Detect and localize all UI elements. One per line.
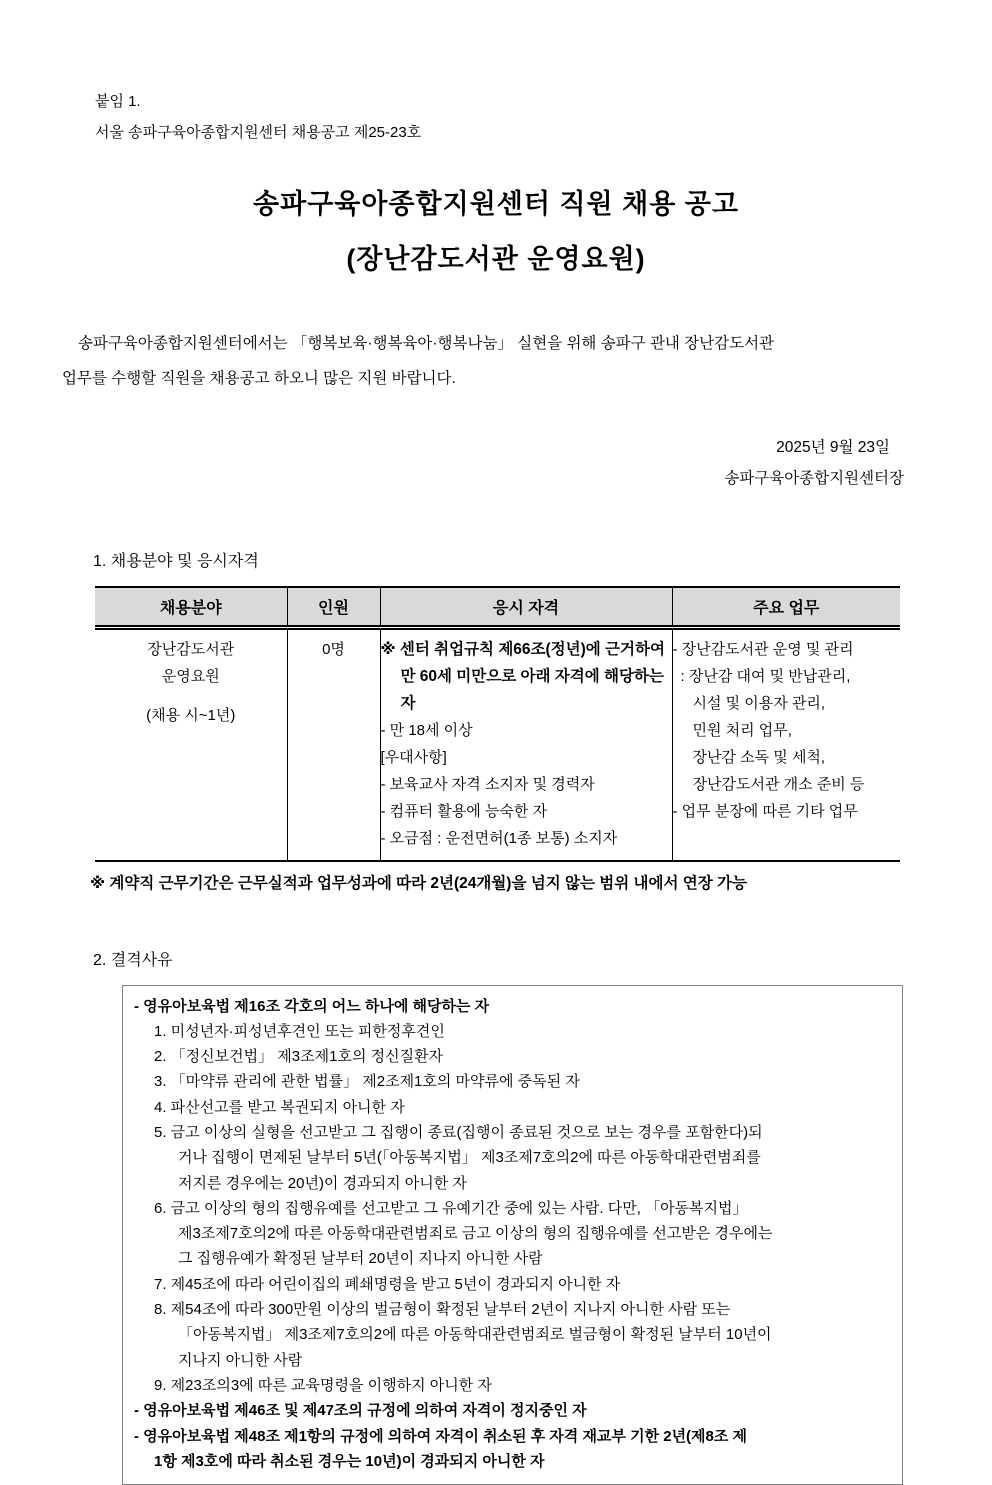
- qual-line: [우대사항]: [381, 744, 672, 771]
- disqualification-line: 제3조제7호의2에 따른 아동학대관련범죄로 금고 이상의 형의 집행유예를 선고받은 경우에는: [134, 1221, 896, 1246]
- date-signature-block: [0, 432, 904, 494]
- table-row: [95, 627, 900, 861]
- col-header-qualification: 응시 자격: [380, 587, 672, 627]
- field-name-line2: 운영요원: [95, 663, 287, 690]
- duty-line: 시설 및 이용자 관리,: [673, 690, 901, 717]
- field-term: (채용 시~1년): [95, 702, 287, 729]
- attachment-label: 붙임 1.: [95, 86, 992, 117]
- disqualification-line: 3. 「마약류 관리에 관한 법률」 제2조제1호의 마약류에 중독된 자: [134, 1069, 896, 1094]
- disqualification-line: - 영유아보육법 제48조 제1항의 규정에 의하여 자격이 취소된 후 자격 재교부 기한 2년(제8조 제: [134, 1424, 896, 1449]
- disqualification-line: 9. 제23조의3에 따른 교육명령을 이행하지 아니한 자: [134, 1373, 896, 1398]
- cell-qualification: [380, 627, 672, 861]
- duty-line: - 업무 분장에 따른 기타 업무: [673, 798, 901, 825]
- disqualification-line: 저지른 경우에는 20년)이 경과되지 아니한 자: [134, 1171, 896, 1196]
- doc-subtitle: (장난감도서관 운영요원): [0, 237, 992, 276]
- intro-line-2: 업무를 수행할 직원을 채용공고 하오니 많은 지원 바랍니다.: [62, 361, 952, 396]
- cell-field: [95, 627, 287, 861]
- contract-extension-note: ※ 계약직 근무기간은 근무실적과 업무성과에 따라 2년(24개월)을 넘지 않는 범위 내에서 연장 가능: [90, 871, 992, 893]
- table-header-row: [95, 587, 900, 627]
- disqualification-line: 그 집행유예가 확정된 날부터 20년이 지나지 아니한 사람: [134, 1246, 896, 1271]
- disqualification-line: 2. 「정신보건법」 제3조제1호의 정신질환자: [134, 1044, 896, 1069]
- cell-duties: [672, 627, 900, 861]
- recruitment-table: [95, 586, 900, 862]
- doc-title: 송파구육아종합지원센터 직원 채용 공고: [0, 182, 992, 221]
- duty-line: 민원 처리 업무,: [673, 717, 901, 744]
- qual-line: - 만 18세 이상: [381, 717, 672, 744]
- intro-line-1: 송파구육아종합지원센터에서는 「행복보육·행복육아·행복나눔」 실현을 위해 송파구 관내 장난감도서관: [62, 326, 952, 361]
- announcement-date: 2025년 9월 23일: [0, 432, 904, 463]
- disqualification-line: 「아동복지법」 제3조제7호의2에 따른 아동학대관련범죄로 벌금형이 확정된 날부터 10년이: [134, 1322, 896, 1347]
- disqualification-box: [122, 985, 903, 1485]
- field-name-line1: 장난감도서관: [95, 636, 287, 663]
- duty-line: - 장난감도서관 운영 및 관리: [673, 636, 901, 663]
- disqualification-line: 6. 금고 이상의 형의 집행유예를 선고받고 그 유예기간 중에 있는 사람. 다만, 「아동복지법」: [134, 1196, 896, 1221]
- qual-line: - 보육교사 자격 소지자 및 경력자: [381, 771, 672, 798]
- qual-line: 만 60세 미만으로 아래 자격에 해당하는 자: [381, 663, 672, 717]
- cell-headcount: 0명: [287, 627, 380, 861]
- disqualification-line: 5. 금고 이상의 실형을 선고받고 그 집행이 종료(집행이 종료된 것으로 보는 경우를 포함한다)되: [134, 1120, 896, 1145]
- signer: 송파구육아종합지원센터장: [0, 463, 904, 494]
- disqualification-line: 4. 파산선고를 받고 복권되지 아니한 자: [134, 1095, 896, 1120]
- qual-line: ※ 센터 취업규칙 제66조(정년)에 근거하여: [381, 636, 672, 663]
- notice-number: 서울 송파구육아종합지원센터 채용공고 제25-23호: [95, 117, 992, 148]
- duty-line: : 장난감 대여 및 반납관리,: [673, 663, 901, 690]
- disqualification-line: 거나 집행이 면제된 날부터 5년(「아동복지법」 제3조제7호의2에 따른 아동학대관련범죄를: [134, 1145, 896, 1170]
- duty-line: 장난감도서관 개소 준비 등: [673, 771, 901, 798]
- disqualification-line: 1. 미성년자·피성년후견인 또는 피한정후견인: [134, 1019, 896, 1044]
- disqualification-line: 지나지 아니한 사람: [134, 1348, 896, 1373]
- disqualification-line: 7. 제45조에 따라 어린이집의 폐쇄명령을 받고 5년이 경과되지 아니한 자: [134, 1272, 896, 1297]
- col-header-headcount: 인원: [287, 587, 380, 627]
- qual-line: - 오금점 : 운전면허(1종 보통) 소지자: [381, 825, 672, 852]
- doc-meta: [0, 0, 992, 148]
- col-header-field: 채용분야: [95, 587, 287, 627]
- disqualification-line: 8. 제54조에 따라 300만원 이상의 벌금형이 확정된 날부터 2년이 지나지 아니한 사람 또는: [134, 1297, 896, 1322]
- disqualification-line: 1항 제3호에 따라 취소된 경우는 10년)이 경과되지 아니한 자: [134, 1449, 896, 1474]
- duty-line: 장난감 소독 및 세척,: [673, 744, 901, 771]
- disqualification-line: - 영유아보육법 제16조 각호의 어느 하나에 해당하는 자: [134, 994, 896, 1019]
- disqualification-line: - 영유아보육법 제46조 및 제47조의 규정에 의하여 자격이 정지중인 자: [134, 1398, 896, 1423]
- section2-heading: 2. 결격사유: [93, 947, 992, 970]
- col-header-duties: 주요 업무: [672, 587, 900, 627]
- section1-heading: 1. 채용분야 및 응시자격: [93, 548, 992, 571]
- intro-paragraph: [62, 326, 952, 396]
- qual-line: - 컴퓨터 활용에 능숙한 자: [381, 798, 672, 825]
